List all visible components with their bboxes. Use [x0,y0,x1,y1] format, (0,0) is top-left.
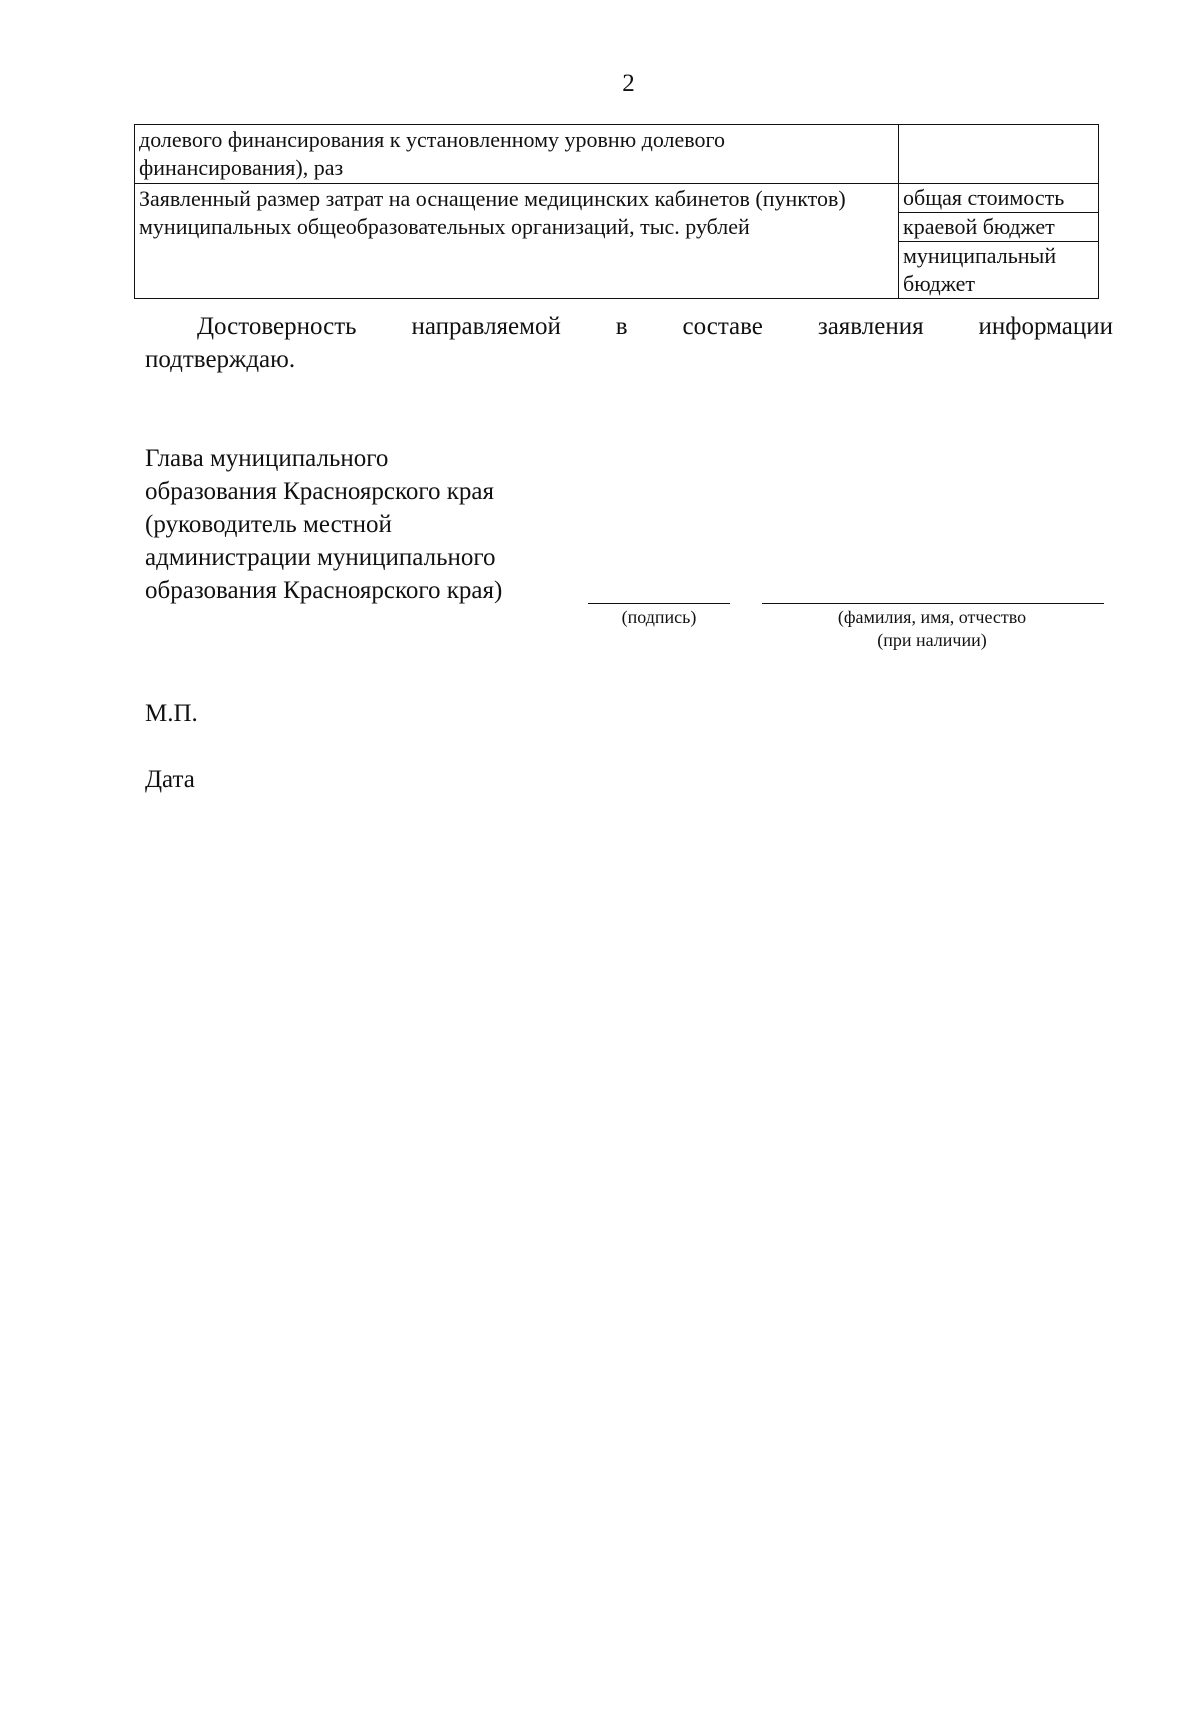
indicators-table [134,124,1099,299]
signer-title [145,442,585,607]
confirmation-word: информации [978,313,1113,340]
confirmation-line-2: подтверждаю. [145,346,296,373]
signer-line: образования Красноярского края) [145,577,503,604]
table-cell-subrow: муниципальный бюджет [899,242,1099,299]
signer-line: образования Красноярского края [145,478,494,505]
full-name-line [762,603,1104,604]
signer-line: Глава муниципального [145,445,389,472]
confirmation-paragraph [145,310,1113,376]
full-name-caption-line: (фамилия, имя, отчество [837,607,1027,627]
full-name-caption-line: (при наличии) [877,630,987,650]
stamp-label: М.П. [145,700,198,727]
full-name-caption [772,606,1092,652]
table-cell-label: Заявленный размер затрат на оснащение медицинских кабинетов (пунктов) муниципальных общеобразовательных организаций, тыс. рублей [135,184,899,299]
date-label: Дата [145,766,195,793]
page-number: 2 [622,70,635,97]
table-cell-value [899,125,1099,184]
table-cell-label: долевого финансирования к установленному уровню долевого финансирования), раз [135,125,899,184]
confirmation-word: заявления [817,313,924,340]
signature-caption: (подпись) [621,607,697,627]
confirmation-word: направляемой [411,313,561,340]
confirmation-line-1 [145,310,1113,343]
table-cell-subrow: краевой бюджет [899,213,1099,242]
confirmation-word: в [615,313,628,340]
confirmation-word: Достоверность [197,313,357,340]
table-row [135,125,1099,184]
table-row [135,184,1099,213]
confirmation-word: составе [682,313,763,340]
signer-line: (руководитель местной [145,511,392,538]
signer-line: администрации муниципального [145,544,496,571]
table-cell-subrow: общая стоимость [899,184,1099,213]
signature-line [588,603,730,604]
